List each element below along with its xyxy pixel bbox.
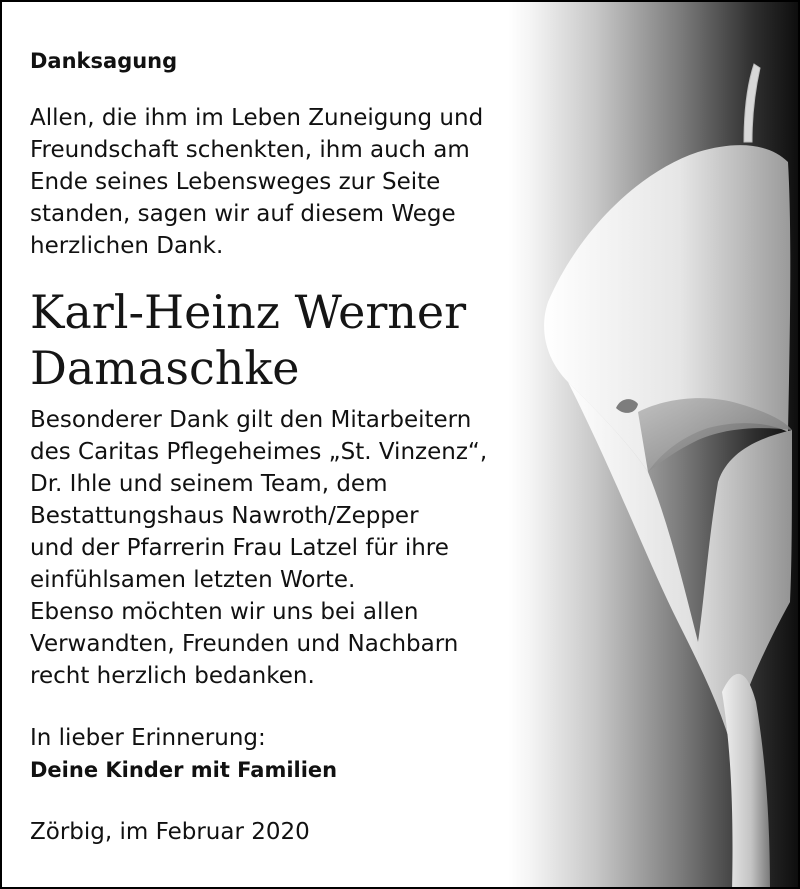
notice-body: Besonderer Dank gilt den Mitarbeitern des Caritas Pflegeheimes „St. Vinzenz“, Dr. Ihle und seinem Team, dem Bestattungshaus Nawroth/Zepper und der Pfarrerin Frau Latzel für ihre einfühlsamen letzten Worte. Ebenso möchten wir uns bei allen Verwandten, Freunden und Nachbarn recht herzlich bedanken. (30, 407, 488, 689)
deceased-name: Karl-Heinz Werner Damaschke (30, 285, 467, 395)
notice-signature: Deine Kinder mit Familien (30, 758, 338, 782)
calla-lily-photo (508, 2, 798, 889)
notice-place-date: Zörbig, im Februar 2020 (30, 819, 310, 845)
notice-intro: Allen, die ihm im Leben Zuneigung und Freundschaft schenkten, ihm auch am Ende seines Lebensweges zur Seite standen, sagen wir auf diesem Wege herzlichen Dank. (30, 105, 484, 259)
notice-closing: In lieber Erinnerung: (30, 725, 266, 751)
calla-lily-icon (508, 2, 798, 889)
notice-text-column (30, 48, 530, 848)
notice-heading: Danksagung (30, 49, 178, 73)
